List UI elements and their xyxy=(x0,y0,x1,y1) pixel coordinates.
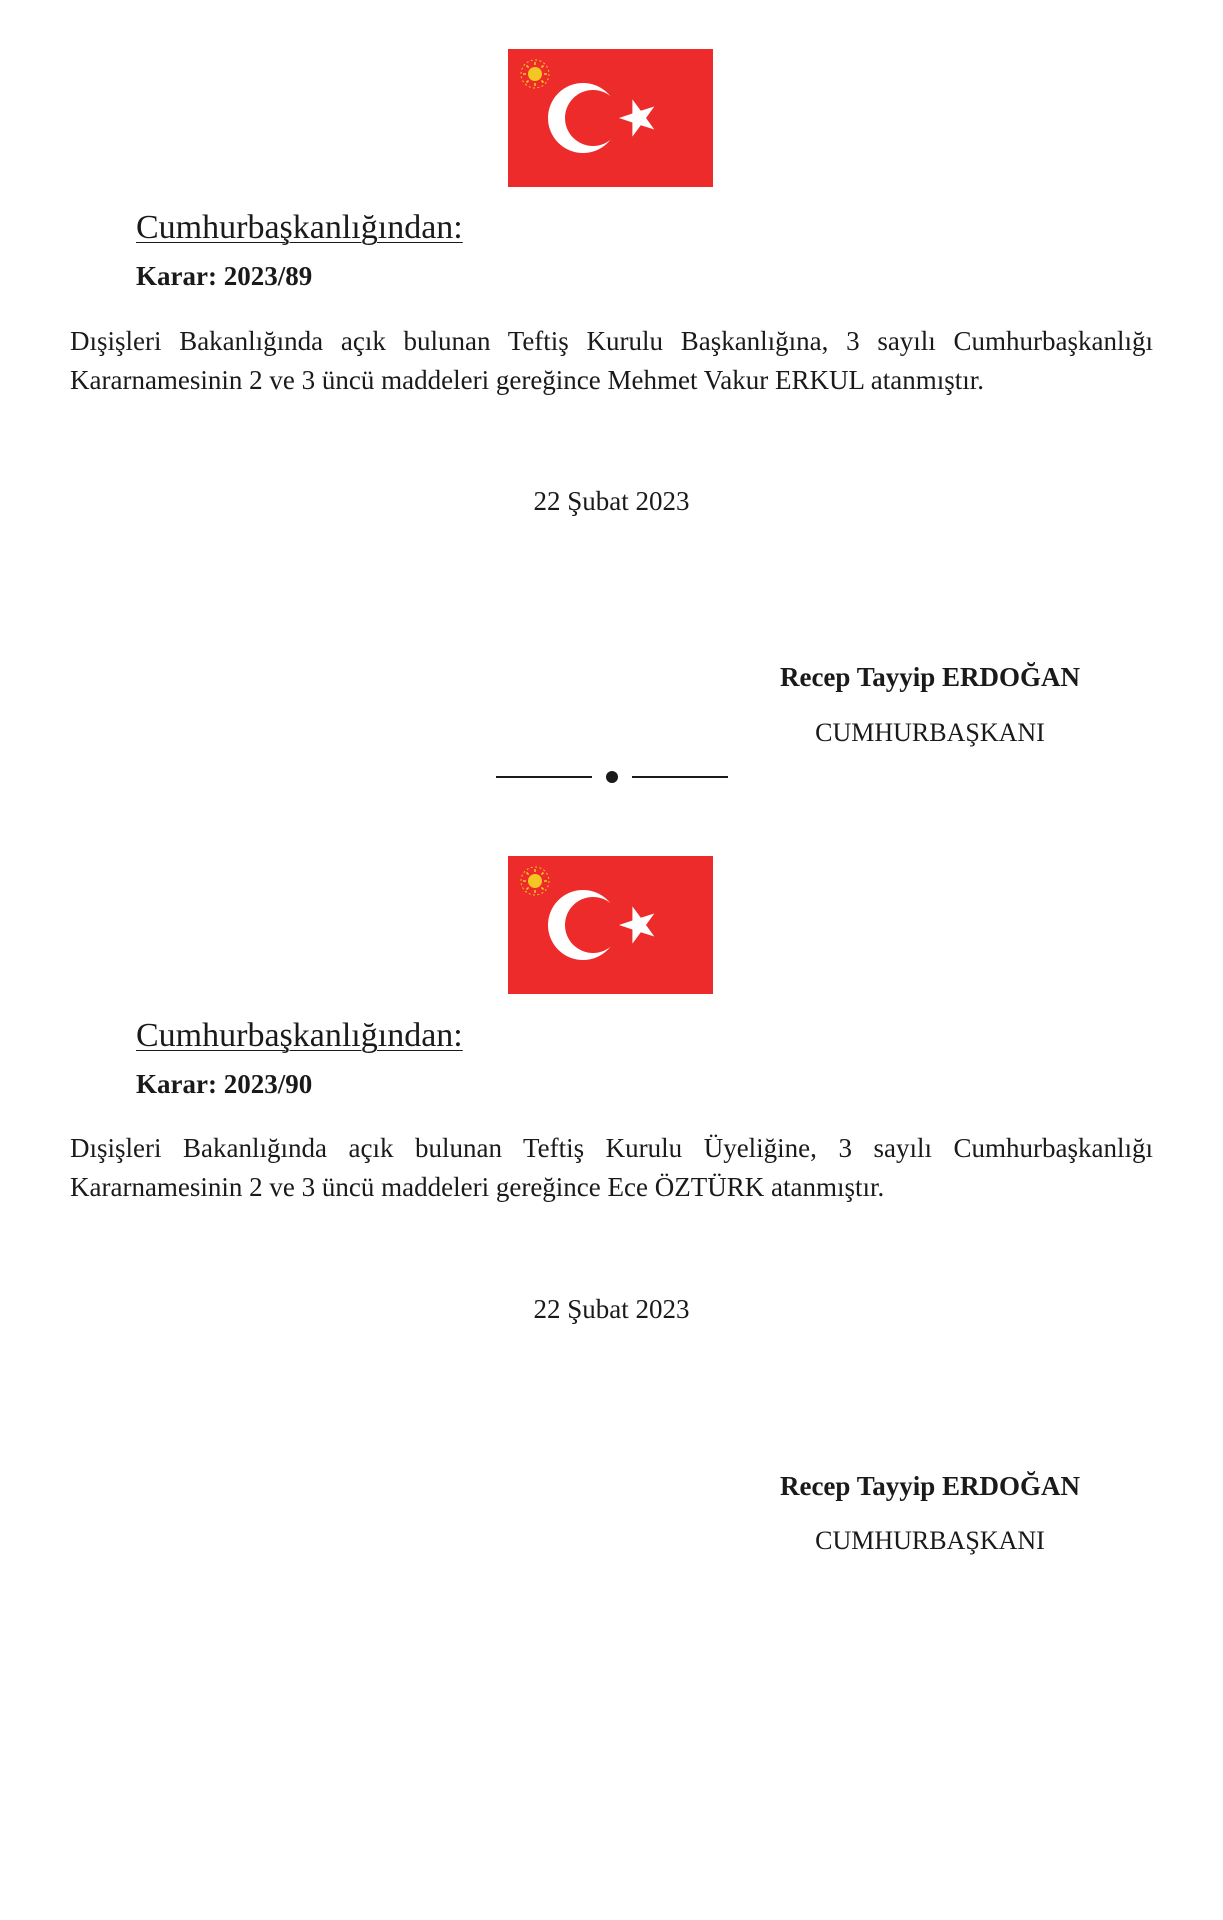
separator-dot-icon xyxy=(606,771,618,783)
section-separator xyxy=(496,767,728,787)
signer-name: Recep Tayyip ERDOĞAN xyxy=(779,1471,1081,1501)
decision-date: 22 Şubat 2023 xyxy=(533,1294,690,1324)
signer-title: CUMHURBAŞKANI xyxy=(815,1526,1045,1555)
flag-graphic xyxy=(508,856,713,994)
turkish-flag-presidential-seal-icon xyxy=(508,856,713,994)
separator-line-left xyxy=(496,776,592,778)
separator-line-right xyxy=(632,776,728,778)
decision-date: 22 Şubat 2023 xyxy=(533,486,690,516)
decision-number: Karar: 2023/90 xyxy=(136,1069,313,1099)
issuer-heading: Cumhurbaşkanlığından: xyxy=(136,1017,463,1054)
decision-body: Dışişleri Bakanlığında açık bulunan Teftiş Kurulu Başkanlığına, 3 sayılı Cumhurbaşkanlığı Kararnamesinin 2 ve 3 üncü maddeleri gereğince Mehmet Vakur ERKUL atanmıştır. xyxy=(70,326,1153,395)
decision-number: Karar: 2023/89 xyxy=(136,261,313,291)
flag-graphic xyxy=(508,49,713,187)
signer-title: CUMHURBAŞKANI xyxy=(815,718,1045,747)
issuer-heading: Cumhurbaşkanlığından: xyxy=(136,209,463,246)
signer-name: Recep Tayyip ERDOĞAN xyxy=(779,662,1081,692)
decision-body: Dışişleri Bakanlığında açık bulunan Teftiş Kurulu Üyeliğine, 3 sayılı Cumhurbaşkanlığı Kararnamesinin 2 ve 3 üncü maddeleri gereğince Ece ÖZTÜRK atanmıştır. xyxy=(70,1133,1153,1202)
turkish-flag-presidential-seal-icon xyxy=(508,49,713,187)
